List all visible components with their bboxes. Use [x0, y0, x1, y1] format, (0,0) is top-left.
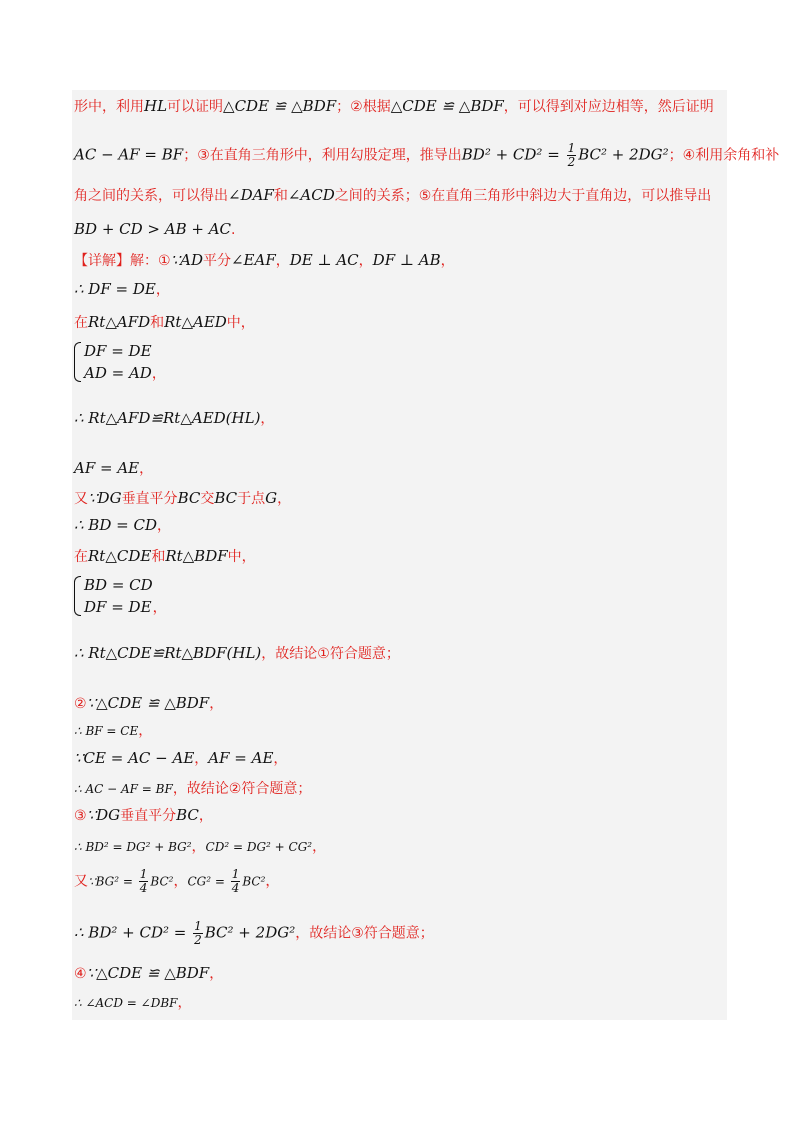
explanation-text: 和 — [273, 188, 288, 204]
explanation-text: ， — [440, 253, 455, 269]
solution-line — [74, 778, 311, 799]
math-expression: G — [265, 489, 278, 507]
explanation-text: 在 — [74, 549, 88, 565]
fraction — [139, 868, 149, 895]
math-expression: ∴ Rt△AFD≌Rt△AED(HL) — [74, 409, 261, 427]
explanation-text: 形中，利用 — [74, 99, 144, 115]
math-expression: DF ⊥ AB — [372, 251, 441, 269]
math-expression: BC — [214, 489, 238, 507]
solution-line — [74, 96, 714, 117]
explanation-text: ④ — [74, 966, 87, 982]
math-expression: CD² = DG² + CG² — [205, 840, 313, 854]
math-expression: ∴ BD = CD — [74, 516, 157, 534]
math-expression: BC — [176, 806, 199, 824]
equation-row: DF = DE — [84, 342, 152, 360]
equation-row: DF = DE — [84, 598, 152, 616]
explanation-text: ， — [260, 411, 275, 427]
math-expression: BC² — [242, 874, 266, 889]
explanation-text: ， — [312, 839, 327, 855]
explanation-text: ， — [139, 461, 154, 477]
punctuation: ， — [152, 600, 167, 616]
explanation-text: ， — [275, 253, 290, 269]
math-expression: △CDE ≌ △BDF — [390, 97, 504, 115]
math-expression: ∴ BD² + CD² = — [74, 923, 192, 942]
solution-line — [74, 458, 153, 479]
explanation-text: 在 — [74, 315, 88, 331]
fraction-denominator: 2 — [567, 155, 576, 169]
explanation-text: 和 — [150, 315, 165, 331]
explanation-text: ，故结论①符合题意； — [261, 646, 400, 662]
explanation-text: 又 — [74, 491, 88, 507]
math-expression: ∴ Rt△CDE≌Rt△BDF(HL) — [74, 644, 262, 662]
fraction-numerator: 1 — [231, 867, 240, 881]
explanation-text: ， — [198, 808, 213, 824]
explanation-text: ， — [155, 282, 170, 298]
equation-row: AD = AD — [84, 364, 152, 382]
explanation-text: 可以证明 — [167, 99, 224, 115]
explanation-text: ② — [74, 696, 87, 712]
explanation-text: ， — [194, 751, 209, 767]
fraction — [193, 920, 203, 947]
fraction-numerator: 1 — [139, 867, 148, 881]
explanation-text: 中， — [227, 549, 256, 565]
math-expression: CG² = — [187, 874, 229, 889]
math-expression: DE ⊥ AC — [289, 251, 359, 269]
math-expression: ∠ACD — [287, 186, 335, 204]
solution-line — [74, 219, 235, 240]
solution-line — [74, 574, 167, 618]
explanation-text: ；④利用余角和补 — [668, 147, 780, 164]
explanation-text: ；②根据 — [336, 99, 391, 115]
solution-line — [74, 340, 166, 384]
punctuation: ， — [151, 366, 166, 382]
math-expression: ∵DG — [88, 489, 122, 507]
math-expression: ∵△CDE ≌ △BDF — [86, 964, 210, 982]
solution-line — [74, 805, 213, 826]
math-expression: ∴ BD² = DG² + BG² — [74, 840, 192, 854]
explanation-text: 平分 — [202, 253, 231, 269]
explanation-text: ， — [156, 518, 171, 534]
math-expression: △CDE ≌ △BDF — [223, 97, 337, 115]
explanation-text: ， — [209, 966, 224, 982]
solution-line — [74, 408, 274, 429]
solution-line — [74, 920, 434, 947]
brace — [74, 576, 81, 616]
explanation-text: ， — [209, 696, 224, 712]
math-expression: ∴ AC − AF = BF — [74, 782, 173, 796]
explanation-text: ， — [277, 491, 292, 507]
math-expression: BC — [177, 489, 201, 507]
explanation-text: ③ — [74, 808, 87, 824]
explanation-text: . — [231, 222, 236, 238]
math-expression: ∵CE = AC − AE — [74, 749, 195, 767]
solution-line — [74, 693, 223, 714]
explanation-text: ， — [138, 723, 153, 739]
solution-line — [74, 515, 171, 536]
explanation-text: 中， — [226, 315, 255, 331]
math-expression: Rt△CDE — [88, 547, 152, 565]
solution-line — [74, 963, 223, 984]
explanation-text: ， — [273, 751, 288, 767]
explanation-text: ，故结论③符合题意； — [295, 925, 434, 942]
explanation-text: 【详解】解：① — [74, 253, 171, 269]
math-expression: ∴ DF = DE — [74, 280, 156, 298]
solution-line — [74, 643, 400, 664]
explanation-text: ，故结论②符合题意； — [172, 781, 312, 797]
math-expression: ∵BG² = — [88, 874, 137, 889]
math-expression: BD + CD > AB + AC — [74, 220, 232, 238]
fraction — [231, 868, 241, 895]
solution-line — [74, 250, 455, 271]
explanation-text: ， — [265, 873, 280, 890]
solution-line — [74, 546, 256, 567]
solution-line — [74, 748, 287, 769]
equation-system — [74, 340, 152, 384]
fraction-denominator: 4 — [231, 881, 240, 895]
solution-line — [74, 868, 279, 895]
math-expression: ∴ ∠ACD = ∠DBF — [74, 996, 178, 1010]
solution-line — [74, 312, 255, 333]
fraction — [567, 142, 577, 169]
solution-line — [74, 488, 291, 509]
math-expression: BC² — [150, 874, 174, 889]
solution-line — [74, 992, 191, 1013]
explanation-text: 之间的关系；⑤在直角三角形中斜边大于直角边，可以推导出 — [334, 188, 712, 204]
equation-row: BD = CD — [84, 576, 153, 594]
explanation-text: ；③在直角三角形中，利用勾股定理，推导出 — [183, 147, 462, 164]
math-expression: ∴ BF = CE — [74, 724, 139, 738]
explanation-text: 又 — [74, 873, 88, 890]
explanation-text: 交 — [200, 491, 215, 507]
solution-line — [74, 142, 779, 169]
solution-line — [74, 720, 152, 741]
fraction-numerator: 1 — [567, 141, 576, 155]
fraction-denominator: 2 — [194, 933, 202, 947]
math-expression: AF = AE — [74, 459, 140, 477]
math-expression: ∵△CDE ≌ △BDF — [86, 694, 210, 712]
math-expression: Rt△BDF — [165, 547, 228, 565]
explanation-text: 垂直平分 — [121, 491, 178, 507]
math-expression: ∵DG — [86, 806, 121, 824]
explanation-text: 和 — [151, 549, 166, 565]
solution-panel — [72, 90, 780, 1020]
math-expression: BC² + 2DG² — [578, 145, 669, 164]
math-expression: Rt△AFD — [88, 313, 151, 331]
explanation-text: 垂直平分 — [120, 808, 177, 824]
math-expression: AC − AF = BF — [74, 145, 184, 164]
explanation-text: ， — [191, 839, 206, 855]
brace — [74, 342, 81, 382]
math-expression: AF = AE — [208, 749, 274, 767]
solution-line — [74, 279, 170, 300]
explanation-text: ， — [173, 873, 188, 890]
solution-line — [74, 836, 326, 857]
explanation-text: ， — [358, 253, 373, 269]
math-expression: BC² + 2DG² — [204, 923, 296, 942]
equation-system — [74, 574, 153, 618]
fraction-denominator: 4 — [139, 881, 148, 895]
math-expression: ∵AD — [170, 251, 203, 269]
explanation-text: 角之间的关系，可以得出 — [74, 188, 228, 204]
math-expression: BD² + CD² = — [461, 145, 565, 164]
math-expression: HL — [144, 97, 168, 115]
math-expression: ∠DAF — [228, 186, 274, 204]
explanation-text: ， — [177, 995, 192, 1011]
explanation-text: ，可以得到对应边相等，然后证明 — [503, 99, 714, 115]
math-expression: ∠EAF — [230, 251, 276, 269]
math-expression: Rt△AED — [164, 313, 227, 331]
solution-line — [74, 185, 711, 206]
fraction-numerator: 1 — [194, 919, 202, 933]
explanation-text: 于点 — [237, 491, 266, 507]
